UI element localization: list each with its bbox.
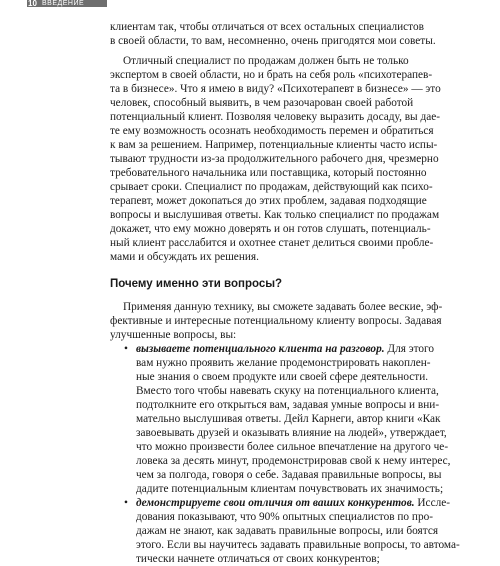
bullet-line [124,343,434,356]
text-line: Вместо того чтобы навевать скуку на потенциального клиента, [136,385,439,397]
text-line: ловека за десять минут, продемонстрировав свой к нему интерес, [136,455,451,467]
bullet-text: Иссле- [414,497,451,509]
text-line: ный клиент расслабится и охотнее станет делиться своими пробле- [110,237,434,249]
text-line: Отличный специалист по продажам должен быть не только [123,55,409,67]
text-line: те ему возможность осознать необходимость перемен и обратиться [110,125,434,137]
bullet-text: Для этого [384,343,435,355]
text-line: мательно выслушивая ответы. Дейл Карнеги, автор книги «Как [136,413,441,425]
text-line: экспертом в своей области, но и брать на себя роль «психотерапев- [110,69,433,81]
text-line: завоевывать друзей и оказывать влияние на людей», утверждает, [136,427,447,439]
text-line: дадите потенциальным клиентам почувствовать их значимость; [136,483,444,495]
text-line: тически начнете отличаться от своих конкурентов; [136,553,380,565]
text-line: та в бизнесе». Что я имею в виду? «Психотерапевт в бизнесе» — это [110,83,441,95]
bullet-marker: • [124,497,128,509]
bullet-line [124,497,450,510]
text-line: потенциальный клиент. Позволяя человеку выразить досаду, вы дае- [110,111,441,123]
text-line: срывает сроки. Специалист по продажам, действующий как психо- [110,181,433,193]
text-line: что можно произвести более сильное впечатление на другого че- [136,441,449,453]
text-line: вам нужно проявить желание продемонстрировать накоплен- [136,357,431,369]
bullet-emphasis: демонстрируете свои отличия от ваших конкурентов. [136,497,415,509]
text-line: человек, способный выявить, в чем разочарован своей работой [110,97,414,109]
text-line: чем за полгода, говоря о себе. Задавая правильные вопросы, вы [136,469,442,481]
bullet-marker: • [124,343,128,355]
text-line: этого. Если вы научитесь задавать правильные вопросы, то автома- [136,539,460,551]
text-line: дажам не знают, как задавать правильные вопросы, или боятся [136,525,439,537]
text-line: дования показывают, что 90% опытных специалистов по про- [136,511,434,523]
text-line: ные знания о своем продукте или своей сфере деятельности. [136,371,429,383]
text-line: в своей области, то вам, несомненно, очень пригодятся мои советы. [110,35,436,47]
text-line: тывают трудности из-за продолжительного рабочего дня, чрезмерно [110,153,439,165]
text-line: фективные и интересные потенциальному клиенту вопросы. Задавая [110,315,442,327]
bullet-emphasis: вызываете потенциального клиента на разговор. [136,343,385,355]
running-header [0,0,500,12]
text-line: терапевт, может докопаться до этих проблем, задавая подходящие [110,195,427,207]
text-line: улучшенные вопросы, вы: [110,329,237,341]
section-heading: Почему именно эти вопросы? [110,278,283,290]
text-line: к вам за решением. Например, потенциальные клиенты часто испы- [110,139,438,151]
page-number: 10 [28,0,37,8]
text-line: докажет, что ему можно доверять и он готов слушать, потенциаль- [110,223,431,235]
text-line: клиентам так, чтобы отличаться от всех остальных специалистов [110,21,424,33]
text-line: мами и обсуждать их решения. [110,251,259,263]
text-line: требовательного начальника или поставщика, который постоянно [110,167,427,179]
section-title: ВВЕДЕНИЕ [42,0,85,7]
text-line: подтолкните его открыться вам, задавая умные вопросы и вни- [136,399,440,411]
text-line: Применяя данную технику, вы сможете задавать более веские, эф- [123,301,443,313]
text-line: вопросы и выслушивая ответы. Как только специалист по продажам [110,209,440,221]
